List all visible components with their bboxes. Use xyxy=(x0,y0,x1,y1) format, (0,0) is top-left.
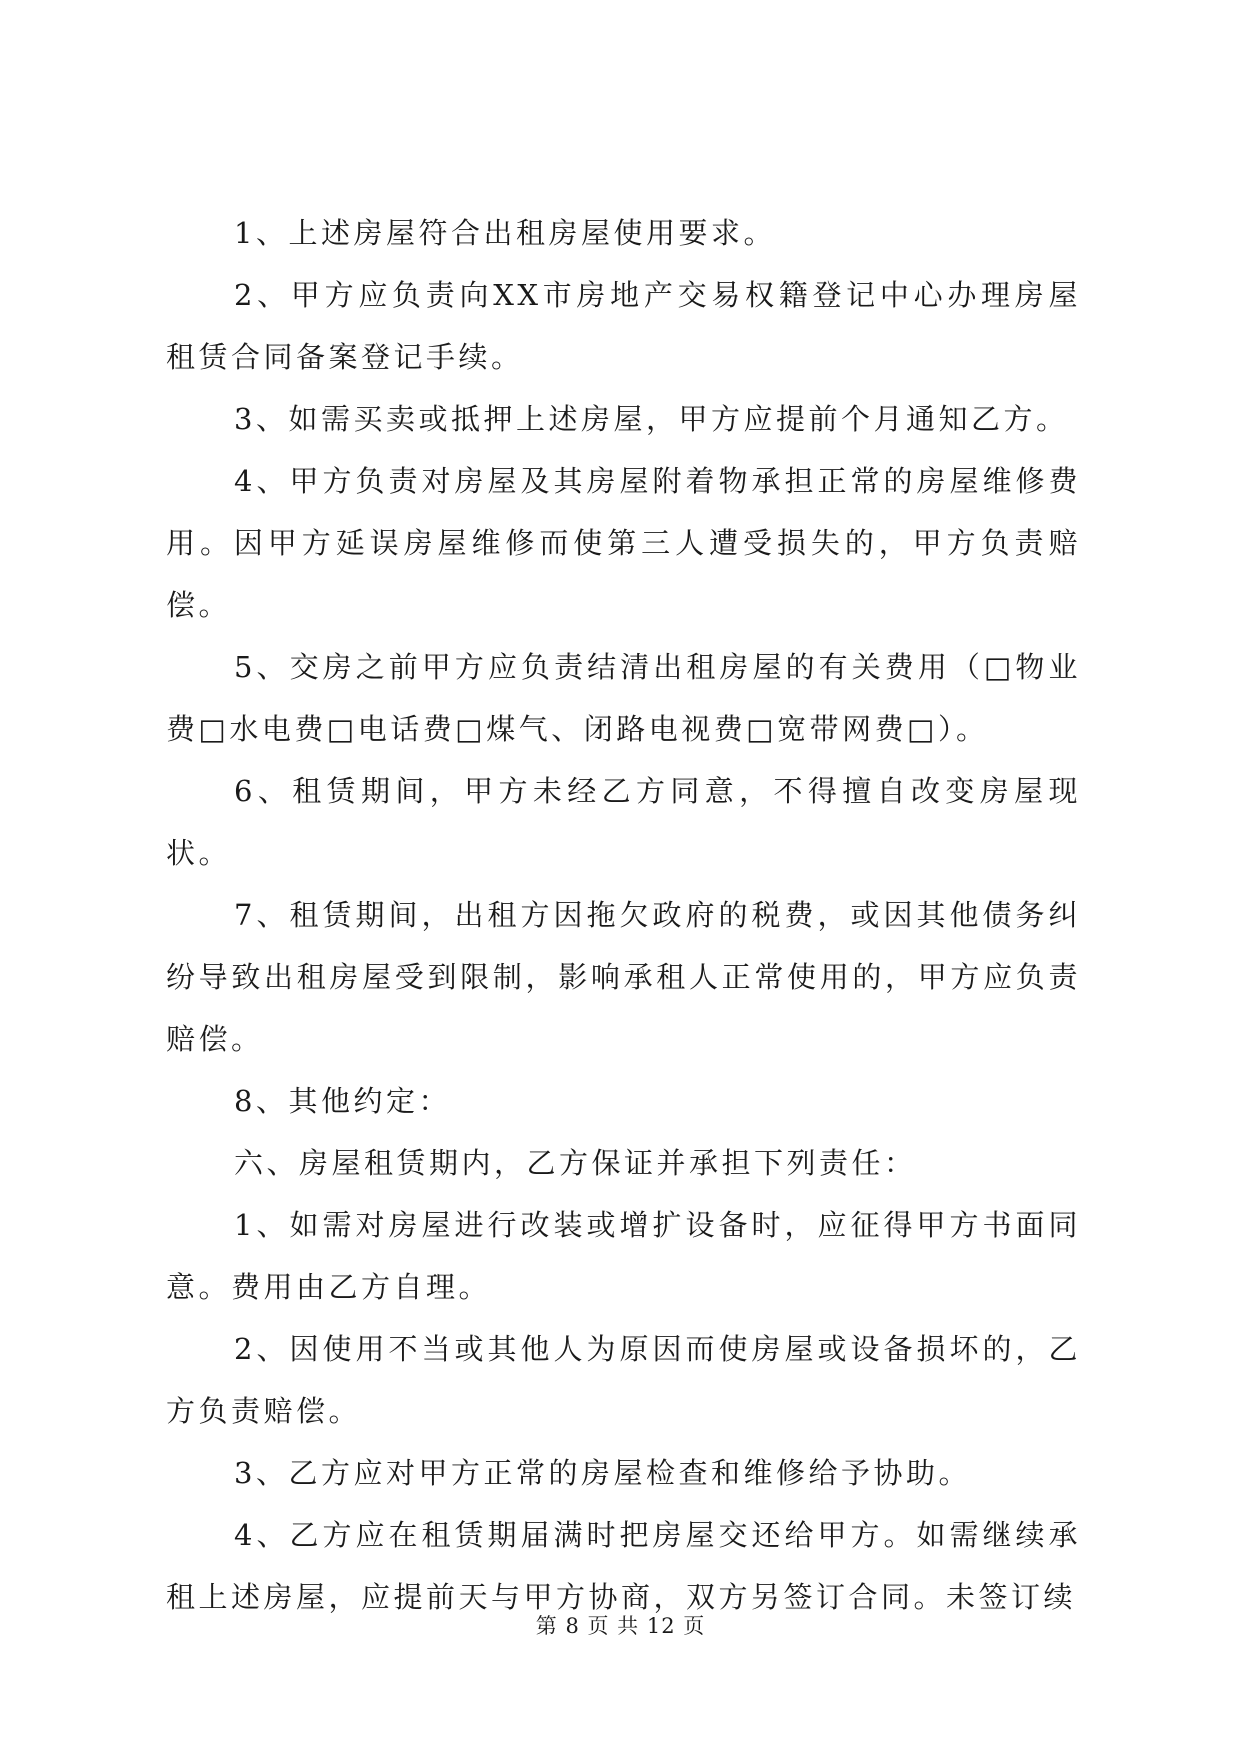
paragraph-clause-5-5: 5、交房之前甲方应负责结清出租房屋的有关费用（□物业费□水电费□电话费□煤气、闭路电视费□宽带网费□）。 xyxy=(166,650,1081,746)
paragraph-clause-5-1: 1、上述房屋符合出租房屋使用要求。 xyxy=(234,216,776,250)
page-number-footer: 第 8 页 共 12 页 xyxy=(535,1614,706,1638)
paragraph-clause-6-1: 1、如需对房屋进行改装或增扩设备时，应征得甲方书面同意。费用由乙方自理。 xyxy=(166,1208,1081,1304)
paragraph-clause-5-2: 2、甲方应负责向XX市房地产交易权籍登记中心办理房屋租赁合同备案登记手续。 xyxy=(166,278,1081,374)
paragraph-clause-5-8: 8、其他约定： xyxy=(234,1084,451,1118)
paragraph-clause-5-7: 7、租赁期间，出租方因拖欠政府的税费，或因其他债务纠纷导致出租房屋受到限制，影响承租人正常使用的，甲方应负责赔偿。 xyxy=(166,898,1081,1056)
document-body xyxy=(166,202,1081,1628)
paragraph-clause-6-2: 2、因使用不当或其他人为原因而使房屋或设备损坏的，乙方负责赔偿。 xyxy=(166,1332,1081,1428)
paragraph-clause-5-3: 3、如需买卖或抵押上述房屋，甲方应提前个月通知乙方。 xyxy=(234,402,1069,436)
paragraph-clause-6-4: 4、乙方应在租赁期届满时把房屋交还给甲方。如需继续承租上述房屋，应提前天与甲方协商，双方另签订合同。未签订续 xyxy=(166,1518,1081,1614)
paragraph-clause-5-6: 6、租赁期间，甲方未经乙方同意，不得擅自改变房屋现状。 xyxy=(166,774,1081,870)
section-heading-6: 六、房屋租赁期内，乙方保证并承担下列责任： xyxy=(234,1146,917,1180)
paragraph-clause-6-3: 3、乙方应对甲方正常的房屋检查和维修给予协助。 xyxy=(234,1456,971,1490)
paragraph-clause-5-4: 4、甲方负责对房屋及其房屋附着物承担正常的房屋维修费用。因甲方延误房屋维修而使第三人遭受损失的，甲方负责赔偿。 xyxy=(166,464,1081,622)
